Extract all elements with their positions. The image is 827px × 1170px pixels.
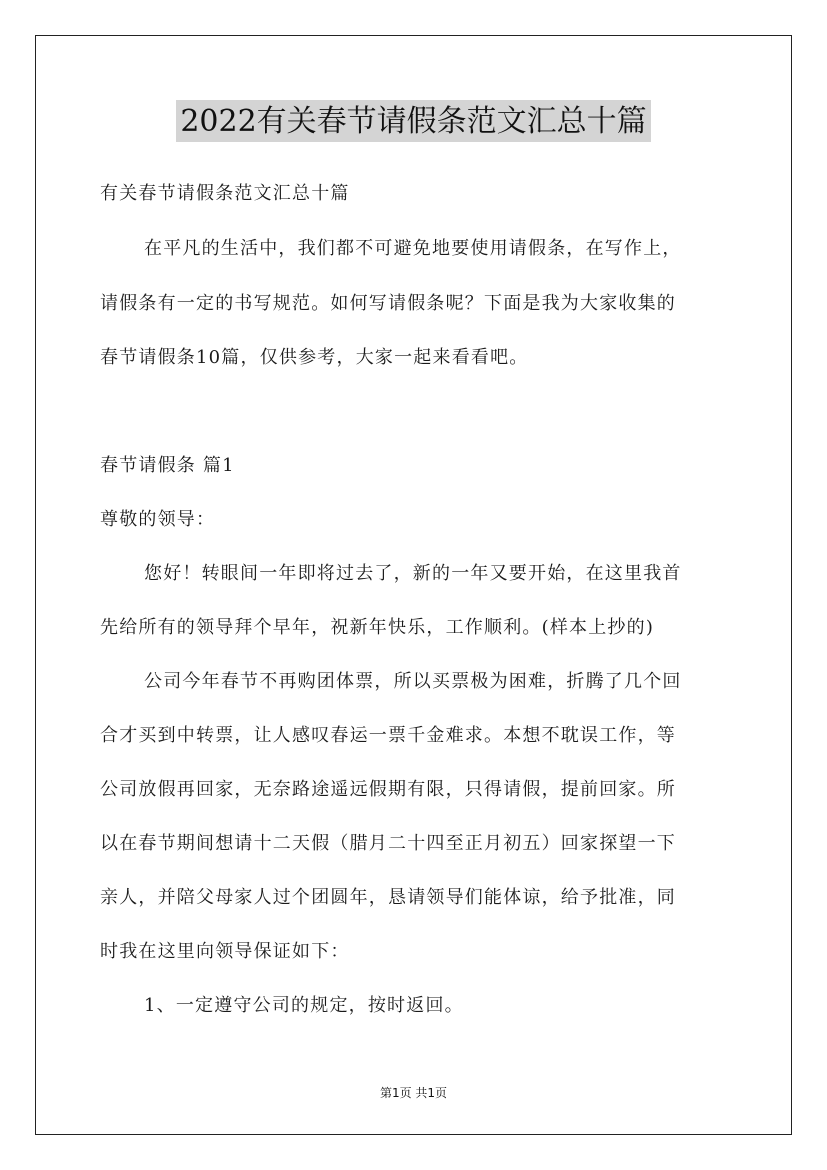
- salutation: 尊敬的领导：: [100, 509, 216, 530]
- intro-line-3: 春节请假条10篇，仅供参考，大家一起来看看吧。: [100, 347, 529, 368]
- section-heading: 春节请假条 篇1: [100, 455, 235, 476]
- intro-line-1: 在平凡的生活中，我们都不可避免地要使用请假条，在写作上，: [144, 238, 682, 259]
- page-footer: 第1页 共1页: [379, 1086, 448, 1100]
- para2-line-2: 合才买到中转票，让人感叹春运一票千金难求。本想不耽误工作，等: [100, 725, 676, 746]
- intro-line-2: 请假条有一定的书写规范。如何写请假条呢？下面是我为大家收集的: [100, 293, 676, 314]
- document-title: 2022有关春节请假条范文汇总十篇: [176, 100, 650, 142]
- para2-line-1: 公司今年春节不再购团体票，所以买票极为困难，折腾了几个回: [144, 671, 682, 692]
- title-container: [0, 100, 827, 142]
- para2-line-4: 以在春节期间想请十二天假（腊月二十四至正月初五）回家探望一下: [100, 833, 676, 854]
- para2-line-6: 时我在这里向领导保证如下：: [100, 941, 350, 962]
- para1-line-1: 您好！转眼间一年即将过去了，新的一年又要开始，在这里我首: [144, 563, 682, 584]
- list-item-1: 1、一定遵守公司的规定，按时返回。: [144, 995, 464, 1016]
- para1-line-2: 先给所有的领导拜个早年，祝新年快乐，工作顺利。(样本上抄的): [100, 617, 655, 638]
- document-subtitle: 有关春节请假条范文汇总十篇: [100, 183, 350, 204]
- para2-line-5: 亲人，并陪父母家人过个团圆年，恳请领导们能体谅，给予批准，同: [100, 887, 676, 908]
- para2-line-3: 公司放假再回家，无奈路途遥远假期有限，只得请假，提前回家。所: [100, 779, 676, 800]
